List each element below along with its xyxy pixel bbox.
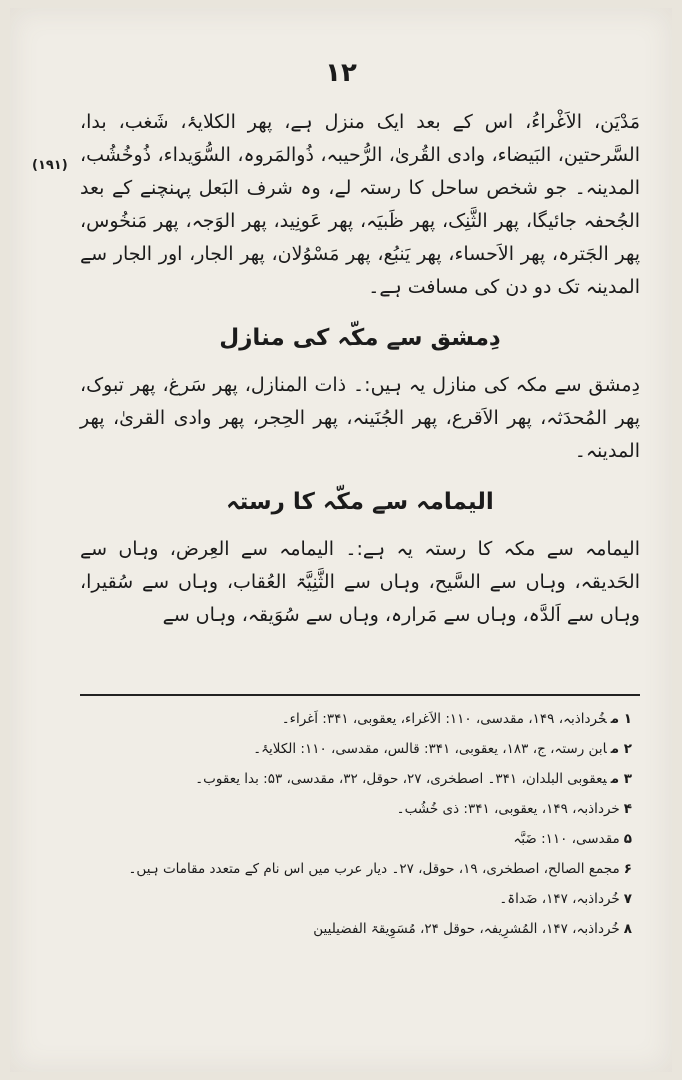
footnote (180, 884, 632, 914)
main-text (80, 106, 640, 632)
page-number: ۱۲ (325, 58, 357, 88)
footnote (180, 734, 632, 764)
footnote-number: ۵ (623, 831, 632, 847)
footnote (180, 914, 632, 944)
section-heading-damascus-makkah: دِمشق سے مکّہ کی منازل (219, 325, 501, 351)
footnote-text: یعقوبی البلدان، ۳۴۱۔ اصطخری، ۲۷، حوقل، ۳۲، مقدسی، ۵۳: بدا یعقوب۔ (195, 771, 607, 787)
footnote-text: خُرداذبہ، ۱۴۷، المُشرِیفہ، حوقل ۲۴، مُسَوِیقۃ الفضیلیین (313, 921, 620, 937)
footnote (128, 854, 632, 884)
paragraph-damascus-makkah: دِمشق سے مکہ کی منازل یہ ہیں:۔ ذات المنازل، پھر سَرغ، پھر تبوک، پھر المُحدَثہ، پھر الاَقرع، پھر الجُنَینہ، پھر الحِجر، پھر وادی القریٰ، پھر المدینہ۔ (80, 374, 640, 462)
footnote-number: ۸ (623, 921, 632, 937)
footnote-text: ابن رستہ، ج، ۱۸۳، یعقوبی، ۳۴۱: قالس، مقدسی، ۱۱۰: الکلایۂ۔ (253, 741, 607, 757)
footnote (180, 794, 632, 824)
paragraph-routes-madina: مَدْیَن، الاَغْراءُ، اس کے بعد ایک منزل ہے، پھر الکلایۂ، شَغب، بدا، السَّرحتین، البَیضاء، وادی القُریٰ، الرُّحیبہ، ذُوالمَروہ، السُّوَیداء، ذُوخُشُب، المدینہ۔ جو شخص ساحل کا رستہ لے، وہ شرف البَعل پہنچنے کے بعد الجُحفہ جائیگا، پھر الثَّنِک، پھر ظَبیَہ، پھر عَونِید، پھر الوَجہ، پھر مَنخُوس، پھر الجَترہ، پھر الاَحساء، پھر یَنبُع، پھر مَسْوُلان، پھر الجار، اور الجار سے المدینہ تک دو دن کی مسافت ہے۔ (80, 111, 640, 298)
footnote-text: خُرداذبہ، ۱۴۷، ضَداۃ۔ (499, 891, 620, 907)
footnote-number: ۱ م (610, 711, 632, 727)
footnote (180, 824, 632, 854)
footnote-text: خُرداذبہ، ۱۴۹، مقدسی، ۱۱۰: الاَغراء، یعقوبی، ۳۴۱: اَغراء۔ (281, 711, 607, 727)
section-heading-yamama-makkah: الیمامہ سے مکّہ کا رستہ (226, 489, 494, 515)
footnote (180, 764, 632, 794)
footnote-text: مقدسی، ۱۱۰: ضَبَّہ (513, 831, 620, 847)
footnote-text: خرداذبہ، ۱۴۹، یعقوبی، ۳۴۱: ذی خُشُب۔ (396, 801, 620, 817)
footnote-number: ۶ (623, 861, 632, 877)
footnote-number: ۳ م (610, 771, 632, 787)
margin-reference: (۱۹۱) (32, 158, 68, 173)
footnotes (128, 704, 632, 944)
footnote (180, 704, 632, 734)
footnote-number: ۲ م (610, 741, 632, 757)
book-page (10, 8, 672, 1072)
footnote-number: ۴ (623, 801, 632, 817)
footnote-text: مجمع الصالح، اصطخری، ۱۹، حوقل، ۲۷۔ دیار عرب میں اس نام کے متعدد مقامات ہیں۔ (128, 861, 620, 877)
footnote-number: ۷ (623, 891, 632, 907)
footnote-divider (80, 694, 640, 696)
paragraph-yamama-makkah: الیمامہ سے مکہ کا رستہ یہ ہے:۔ الیمامہ سے العِرض، وہاں سے الحَدیقہ، وہاں سے السَّیح، وہاں سے الثَّنِیَّۃ العُقاب، وہاں سے سُقیرا، وہاں سے اَلدَّہ، وہاں سے مَرارہ، وہاں سے سُوَیقہ، وہاں سے (80, 538, 640, 626)
